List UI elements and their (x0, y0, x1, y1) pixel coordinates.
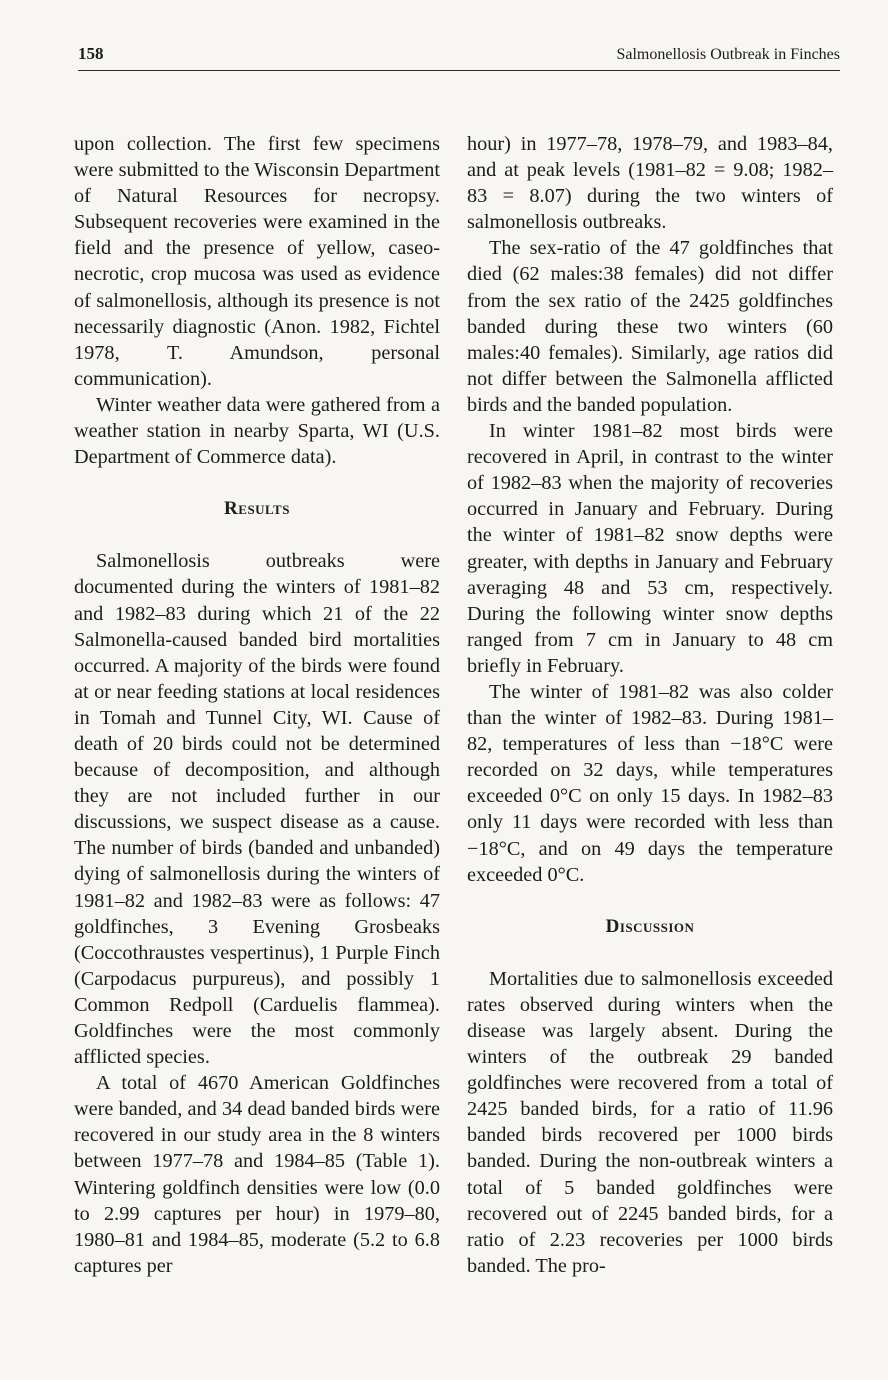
results-heading: Results (224, 498, 290, 520)
right-column (467, 131, 833, 1279)
left-column (74, 131, 440, 1279)
discussion-heading: Discussion (605, 915, 695, 937)
paragraph: upon collection. The first few specimens were submitted to the Wisconsin Department of Natural Resources for necropsy. Subsequent recoveries were examined in the field and the presence of yellow, caseo-necrotic, crop mucosa was used as evidence of salmonellosis, although its presence is not necessarily diagnostic (Anon. 1982, Fichtel 1978, T. Amundson, personal communication). (74, 133, 440, 390)
paragraph: hour) in 1977–78, 1978–79, and 1983–84, and at peak levels (1981–82 = 9.08; 1982–83 = 8.07) during the two winters of salmonellosis outbreaks. (467, 133, 833, 234)
paragraph: The sex-ratio of the 47 goldfinches that died (62 males:38 females) did not differ from the sex ratio of the 2425 goldfinches banded during these two winters (60 males:40 females). Similarly, age ratios did not differ between the Salmonella afflicted birds and the banded population. (467, 237, 833, 416)
paragraph: The winter of 1981–82 was also colder than the winter of 1982–83. During 1981–82, temperatures of less than −18°C were recorded on 32 days, while temperatures exceeded 0°C on only 15 days. In 1982–83 only 11 days were recorded with less than −18°C, and on 49 days the temperature exceeded 0°C. (467, 680, 833, 886)
paragraph: Salmonellosis outbreaks were documented during the winters of 1981–82 and 1982–83 during which 21 of the 22 Salmonella-caused banded bird mortalities occurred. A majority of the birds were found at or near feeding stations at local residences in Tomah and Tunnel City, WI. Cause of death of 20 birds could not be determined because of decomposition, and although they are not included further in our discussions, we suspect disease as a cause. The number of birds (banded and unbanded) dying of salmonellosis during the winters of 1981–82 and 1982–83 were as follows: 47 goldfinches, 3 Evening Grosbeaks (Coccothraustes vespertinus), 1 Purple Finch (Carpodacus purpureus), and possibly 1 Common Redpoll (Carduelis flammea). Goldfinches were the most commonly afflicted species. (74, 550, 440, 1069)
paragraph: Mortalities due to salmonellosis exceeded rates observed during winters when the disease was largely absent. During the winters of the outbreak 29 banded goldfinches were recovered from a total of 2425 banded birds, for a ratio of 11.96 banded birds recovered per 1000 birds banded. During the non-outbreak winters a total of 5 banded goldfinches were recovered out of 2245 banded birds, for a ratio of 2.23 recoveries per 1000 birds banded. The pro- (467, 967, 833, 1277)
page-number: 158 (78, 44, 104, 63)
running-title: Salmonellosis Outbreak in Finches (616, 46, 840, 63)
paragraph: Winter weather data were gathered from a weather station in nearby Sparta, WI (U.S. Department of Commerce data). (74, 393, 440, 469)
running-header (78, 44, 840, 71)
paragraph: In winter 1981–82 most birds were recovered in April, in contrast to the winter of 1982–83 when the majority of recoveries occurred in January and February. During the winter of 1981–82 snow depths were greater, with depths in January and February averaging 48 and 53 cm, respectively. During the following winter snow depths ranged from 7 cm in January to 48 cm briefly in February. (467, 420, 833, 677)
paragraph: A total of 4670 American Goldfinches were banded, and 34 dead banded birds were recovered in our study area in the 8 winters between 1977–78 and 1984–85 (Table 1). Wintering goldfinch densities were low (0.0 to 2.99 captures per hour) in 1979–80, 1980–81 and 1984–85, moderate (5.2 to 6.8 captures per (74, 1072, 440, 1277)
